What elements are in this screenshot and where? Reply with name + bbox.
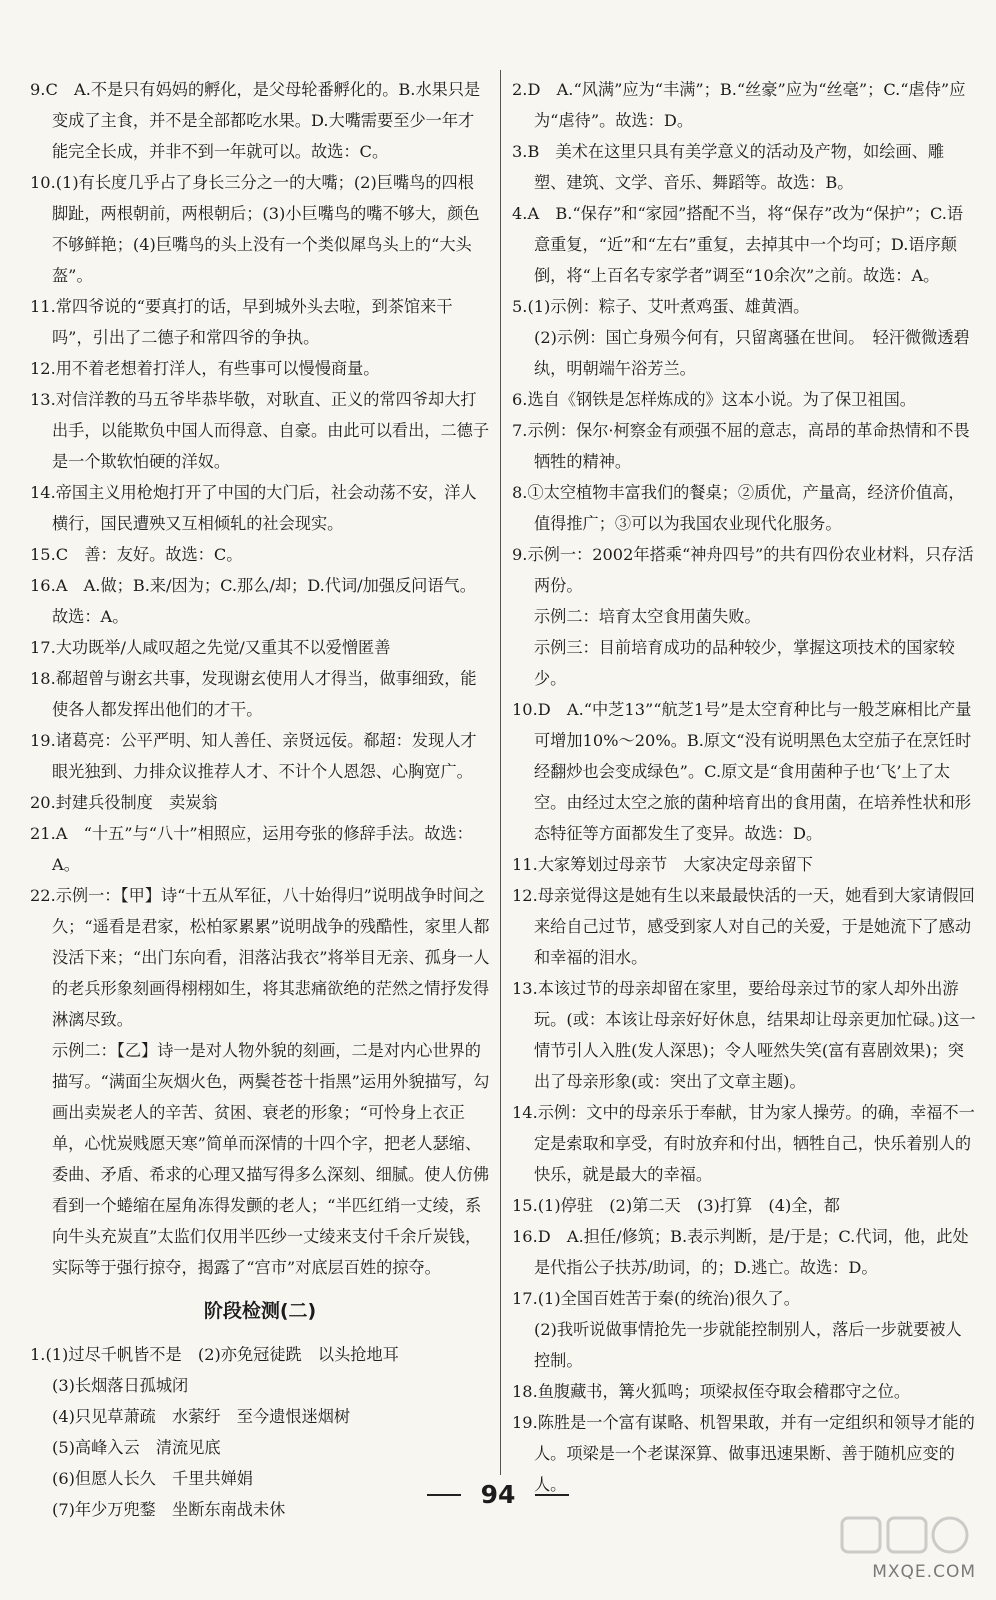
answer-item: 17.大功既举/人咸叹超之先觉/又重其不以爱憎匿善 <box>30 638 391 657</box>
answer-item: (6)但愿人长久 千里共婵娟 <box>52 1469 253 1488</box>
answer-item: 示例二：培育太空食用菌失败。 <box>534 607 761 626</box>
footer-dash-left <box>427 1494 461 1496</box>
answer-item: 9.C A.不是只有妈妈的孵化，是父母轮番孵化的。B.水果只是变成了主食，并不是全部都吃水果。D.大嘴需要至少一年才能完全长成，并非不到一年就可以。故选：C。 <box>30 80 481 161</box>
answer-item: 18.鱼腹藏书，篝火狐鸣；项梁叔侄夺取会稽郡守之位。 <box>512 1382 911 1401</box>
answer-item: 14.示例：文中的母亲乐于奉献，甘为家人操劳。的确，幸福不一定是索取和享受，有时放弃和付出，牺牲自己，快乐着别人的快乐，就是最大的幸福。 <box>512 1103 975 1184</box>
answer-item: 18.郗超曾与谢玄共事，发现谢玄使用人才得当，做事细致，能使各人都发挥出他们的才干。 <box>30 669 477 719</box>
answer-item: 示例三：目前培育成功的品种较少，掌握这项技术的国家较少。 <box>534 638 955 688</box>
answer-item: 17.(1)全国百姓苦于秦(的统治)很久了。 <box>512 1289 800 1308</box>
page-footer <box>0 1480 996 1509</box>
left-column <box>30 74 490 1525</box>
answer-item: 5.(1)示例：粽子、艾叶煮鸡蛋、雄黄酒。 <box>512 297 810 316</box>
answer-item: 11.常四爷说的“要真打的话，早到城外头去啦，到茶馆来干吗”，引出了二德子和常四爷的争执。 <box>30 297 453 347</box>
answer-item: 14.帝国主义用枪炮打开了中国的大门后，社会动荡不安，洋人横行，国民遭殃又互相倾轧的社会现实。 <box>30 483 477 533</box>
answer-item: 16.A A.做；B.来/因为；C.那么/却；D.代词/加强反问语气。故选：A。 <box>30 576 476 626</box>
answer-item: 2.D A.“风满”应为“丰满”；B.“丝豪”应为“丝毫”；C.“虐侍”应为“虐待”。故选：D。 <box>512 80 966 130</box>
answer-item: 20.封建兵役制度 卖炭翁 <box>30 793 218 812</box>
answer-item: 3.B 美术在这里只具有美学意义的活动及产物，如绘画、雕塑、建筑、文学、音乐、舞蹈等。故选：B。 <box>512 142 945 192</box>
answer-item: 13.对信洋教的马五爷毕恭毕敬，对耿直、正义的常四爷却大打出手，以能欺负中国人而得意、自豪。由此可以看出，二德子是一个欺软怕硬的洋奴。 <box>30 390 490 471</box>
answer-item: 11.大家筹划过母亲节 大家决定母亲留下 <box>512 855 813 874</box>
answer-item: 15.C 善：友好。故选：C。 <box>30 545 243 564</box>
answer-item: (3)长烟落日孤城闭 <box>52 1376 189 1395</box>
answer-item: 1.(1)过尽千帆皆不是 (2)亦免冠徒跣 以头抢地耳 <box>30 1345 399 1364</box>
answer-item: 22.示例一：【甲】诗“十五从军征，八十始得归”说明战争时间之久；“遥看是君家，松柏冢累累”说明战争的残酷性，家里人都没活下来；“出门东向看，泪落沾我衣”将举目无亲、孤身一人的老兵形象刻画得栩栩如生，将其悲痛欲绝的茫然之情抒发得淋漓尽致。 <box>30 886 490 1029</box>
section-heading: 阶段检测(二) <box>203 1300 317 1322</box>
right-column <box>512 74 976 1500</box>
answer-item: 10.D A.“中芝13”“航芝1号”是太空育种比与一般芝麻相比产量可增加10%～20%。B.原文“没有说明黑色太空茄子在烹饪时经翻炒也会变成绿色”。C.原文是“食用菌种子也‘飞’上了太空。由经过太空之旅的菌种培育出的食用菌，在培养性状和形态特征等方面都发生了变异。故选：D。 <box>512 700 972 843</box>
answer-item: (2)我听说做事情抢先一步就能控制别人，落后一步就要被人控制。 <box>534 1320 962 1370</box>
column-divider <box>500 70 501 1475</box>
answer-item: 13.本该过节的母亲却留在家里，要给母亲过节的家人却外出游玩。(或：本该让母亲好好休息，结果却让母亲更加忙碌。)这一情节引人入胜(发人深思)；令人哑然失笑(富有喜剧效果)；突出了母亲形象(或：突出了文章主题)。 <box>512 979 976 1091</box>
answer-item: 6.选自《钢铁是怎样炼成的》这本小说。为了保卫祖国。 <box>512 390 916 409</box>
answer-item: 示例二：【乙】诗一是对人物外貌的刻画，二是对内心世界的描写。“满面尘灰烟火色，两鬓苍苍十指黑”运用外貌描写，勾画出卖炭老人的辛苦、贫困、衰老的形象；“可怜身上衣正单，心忧炭贱愿天寒”简单而深情的十四个字，把老人瑟缩、委曲、矛盾、希求的心理又描写得多么深刻、细腻。使人仿佛看到一个蜷缩在屋角冻得发颤的老人；“半匹红绡一丈绫，系向牛头充炭直”太监们仅用半匹纱一丈绫来支付千余斤炭钱，实际等于强行掠夺，揭露了“宫市”对底层百姓的掠夺。 <box>52 1041 490 1277</box>
answer-item: 21.A “十五”与“八十”相照应，运用夸张的修辞手法。故选：A。 <box>30 824 473 874</box>
answer-item: 4.A B.“保存”和“家园”搭配不当，将“保存”改为“保护”；C.语意重复，“近”和“左右”重复，去掉其中一个均可；D.语序颠倒，将“上百名专家学者”调至“10余次”之前。故选：A。 <box>512 204 964 285</box>
answer-item: 12.用不着老想着打洋人，有些事可以慢慢商量。 <box>30 359 380 378</box>
answer-item: 16.D A.担任/修筑；B.表示判断，是/于是；C.代词，他，此处是代指公子扶苏/助词，的；D.逃亡。故选：D。 <box>512 1227 969 1277</box>
answer-item: (2)示例：国亡身殒今何有，只留离骚在世间。 轻汗微微透碧纨，明朝端午浴芳兰。 <box>534 328 970 378</box>
answer-item: 10.(1)有长度几乎占了身长三分之一的大嘴；(2)巨嘴鸟的四根脚趾，两根朝前，两根朝后；(3)小巨嘴鸟的嘴不够大，颜色不够鲜艳；(4)巨嘴鸟的头上没有一个类似犀鸟头上的“大头盔”。 <box>30 173 480 285</box>
answer-item: 8.①太空植物丰富我们的餐桌；②质优，产量高，经济价值高，值得推广；③可以为我国农业现代化服务。 <box>512 483 965 533</box>
answer-item: (7)年少万兜鍪 坐断东南战未休 <box>52 1500 286 1519</box>
answer-item: (4)只见草萧疏 水萦纡 至今遗恨迷烟树 <box>52 1407 351 1426</box>
answer-item: 19.陈胜是一个富有谋略、机智果敢，并有一定组织和领导才能的人。项梁是一个老谋深算、做事迅速果断、善于随机应变的人。 <box>512 1413 975 1494</box>
footer-dash-right <box>535 1494 569 1496</box>
page-number: 94 <box>480 1480 516 1509</box>
answer-item: 9.示例一：2002年搭乘“神舟四号”的共有四份农业材料，只存活两份。 <box>512 545 974 595</box>
answer-item: (5)高峰入云 清流见底 <box>52 1438 221 1457</box>
answer-item: 12.母亲觉得这是她有生以来最最快活的一天，她看到大家请假回来给自己过节，感受到家人对自己的关爱，于是她流下了感动和幸福的泪水。 <box>512 886 975 967</box>
watermark-text: MXQE.COM <box>872 1562 976 1582</box>
answer-item: 19.诸葛亮：公平严明、知人善任、亲贤远佞。郗超：发现人才眼光独到、力排众议推荐人才、不计个人恩怨、心胸宽广。 <box>30 731 477 781</box>
answer-item: 7.示例：保尔·柯察金有顽强不屈的意志，高昂的革命热情和不畏牺牲的精神。 <box>512 421 970 471</box>
answer-item: 15.(1)停驻 (2)第二天 (3)打算 (4)全，都 <box>512 1196 840 1215</box>
